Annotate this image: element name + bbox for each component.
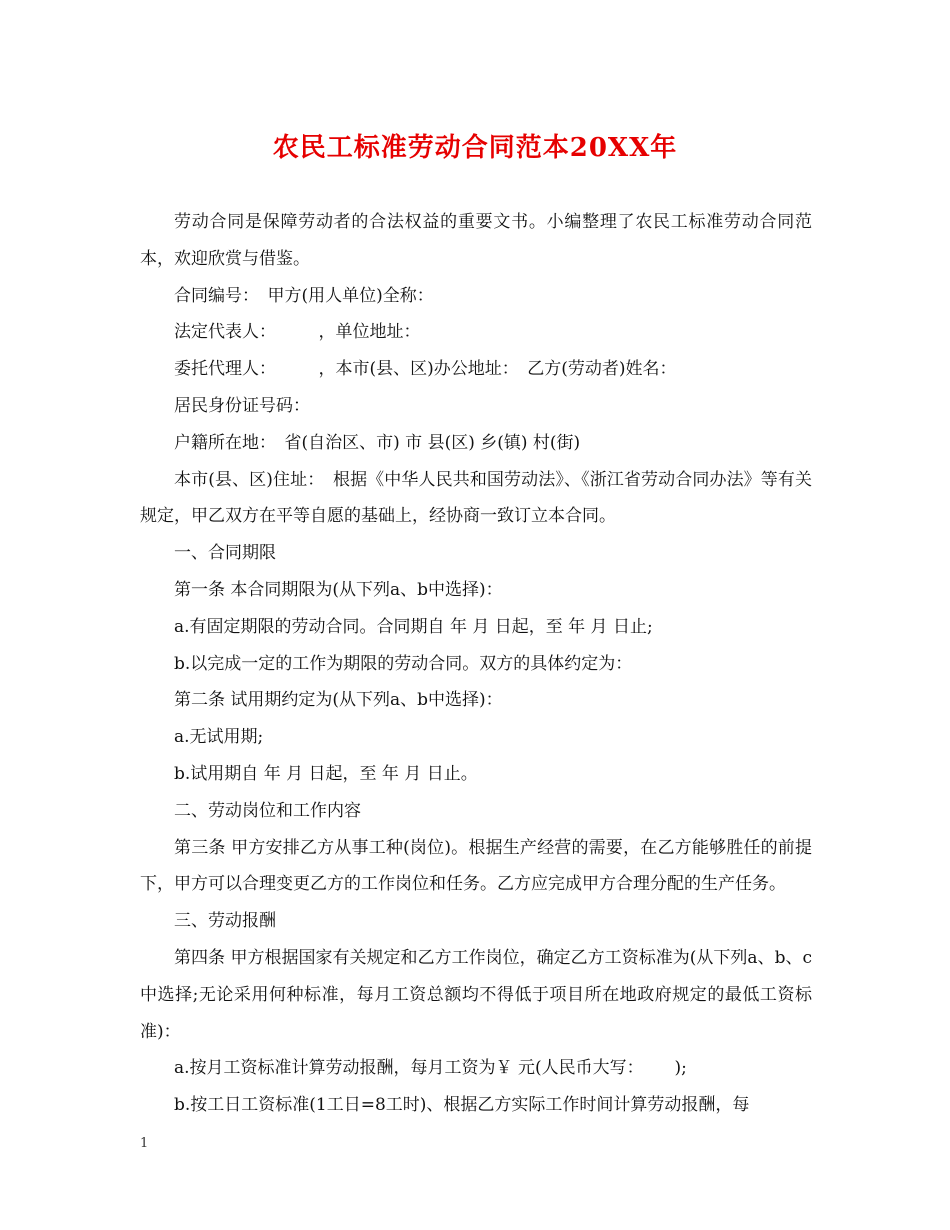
paragraph: 居民身份证号码： — [174, 395, 310, 416]
section-heading: 三、劳动报酬 — [174, 911, 276, 932]
paragraph: 第四条 甲方根据国家有关规定和乙方工作岗位，确定乙方工资标准为(从下列a、b、c中选择;无论采用何种标准，每月工资总额均不得低于项目所在地政府规定的最低工资标准)： — [140, 947, 812, 1042]
paragraph: 劳动合同是保障劳动者的合法权益的重要文书。小编整理了农民工标准劳动合同范本，欢迎欣赏与借鉴。 — [140, 212, 812, 269]
paragraph: 第二条 试用期约定为(从下列a、b中选择)： — [174, 690, 503, 711]
document-title: 农民工标准劳动合同范本20XX年 — [272, 133, 678, 163]
section-heading: 二、劳动岗位和工作内容 — [174, 800, 361, 821]
paragraph: b.试用期自 年 月 日起，至 年 月 日止。 — [174, 763, 478, 784]
paragraph: 法定代表人： ，单位地址： — [174, 322, 421, 343]
paragraph: 合同编号： 甲方(用人单位)全称： — [174, 285, 434, 306]
paragraph: a.按月工资标准计算劳动报酬，每月工资为￥ 元(人民币大写： ); — [174, 1058, 687, 1079]
paragraph: a.有固定期限的劳动合同。合同期自 年 月 日起，至 年 月 日止; — [174, 616, 653, 637]
paragraph: a.无试用期; — [174, 727, 264, 748]
paragraph: 户籍所在地： 省(自治区、市) 市 县(区) 乡(镇) 村(街) — [174, 432, 581, 453]
section-heading: 一、合同期限 — [174, 543, 276, 564]
paragraph: 委托代理人： ，本市(县、区)办公地址： 乙方(劳动者)姓名： — [174, 359, 677, 380]
paragraph: 第一条 本合同期限为(从下列a、b中选择)： — [174, 579, 503, 600]
paragraph: b.以完成一定的工作为期限的劳动合同。双方的具体约定为： — [174, 653, 633, 674]
paragraph: 本市(县、区)住址： 根据《中华人民共和国劳动法》、《浙江省劳动合同办法》等有关规定，甲乙双方在平等自愿的基础上，经协商一致订立本合同。 — [140, 469, 812, 527]
paragraph: 第三条 甲方安排乙方从事工种(岗位)。根据生产经营的需要，在乙方能够胜任的前提下，甲方可以合理变更乙方的工作岗位和任务。乙方应完成甲方合理分配的生产任务。 — [140, 837, 812, 895]
document-body — [140, 204, 812, 1124]
page-number: 1 — [140, 1136, 149, 1151]
paragraph: b.按工日工资标准(1工日=8工时)、根据乙方实际工作时间计算劳动报酬，每 — [174, 1095, 750, 1116]
